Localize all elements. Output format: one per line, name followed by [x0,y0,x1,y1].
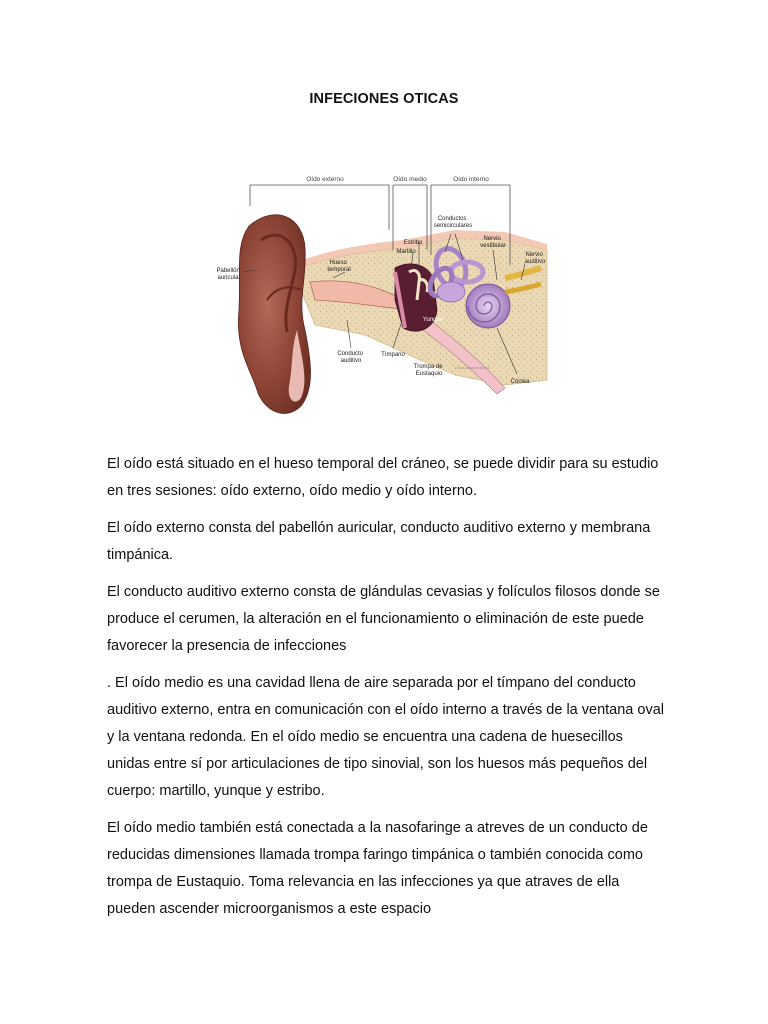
label-coclea: Cóclea [510,379,530,385]
document-body [107,451,667,933]
label-nervio-auditivo: Nervio auditivo [524,252,546,265]
label-timpano: Tímpano [381,352,405,358]
label-martillo: Martillo [396,249,416,255]
ear-anatomy-figure [205,160,557,425]
label-pabellon: Pabellón auricular [216,268,241,281]
document-title: INFECIONES OTICAS [309,91,459,107]
paragraph-1: El oído está situado en el hueso temporal del cráneo, se puede dividir para su estudio en tres sesiones: oído externo, oído medio y oído interno. [107,456,659,499]
label-conducto-auditivo: Conducto auditivo [337,351,364,364]
label-yunque: Yunque [422,317,444,323]
label-estribo: Estribo [403,240,423,246]
label-conductos-semicirculares: Conductos semicirculares [433,216,473,229]
paragraph-4: . El oído medio es una cavidad llena de aire separada por el tímpano del conducto auditivo externo, entra en comunicación con el oído interno a través de la ventana oval y la ventana redonda. En el oído medio se encuentra una cadena de huesecillos unidas entre sí por articulaciones de tipo sinovial, son los huesos más pequeños del cuerpo: martillo, yunque y estribo. [107,675,664,799]
ear-anatomy-illustration [205,160,557,425]
label-trompa-eustaquio: Trompa de Eustaquio [413,364,443,377]
inner-ear-header: Oído interno [453,176,489,183]
paragraph-2: El oído externo consta del pabellón auricular, conducto auditivo externo y membrana timpánica. [107,520,651,563]
paragraph-5: El oído medio también está conectada a la nasofaringe a atreves de un conducto de reducidas dimensiones llamada trompa faringo timpánica o también conocida como trompa de Eustaquio. Toma relevancia en las infecciones ya que atraves de ella pueden ascender microorganismos a este espacio [107,820,648,917]
middle-ear-header: Oído medio [393,176,427,183]
outer-ear-header: Oído externo [306,176,344,183]
label-hueso-temporal: Hueso temporal [327,260,351,273]
label-nervio-vestibular: Nervio vestibular [480,236,506,249]
paragraph-3: El conducto auditivo externo consta de glándulas cevasias y folículos filosos donde se produce el cerumen, la alteración en el funcionamiento o eliminación de este puede favorecer la presencia de infecciones [107,584,660,654]
